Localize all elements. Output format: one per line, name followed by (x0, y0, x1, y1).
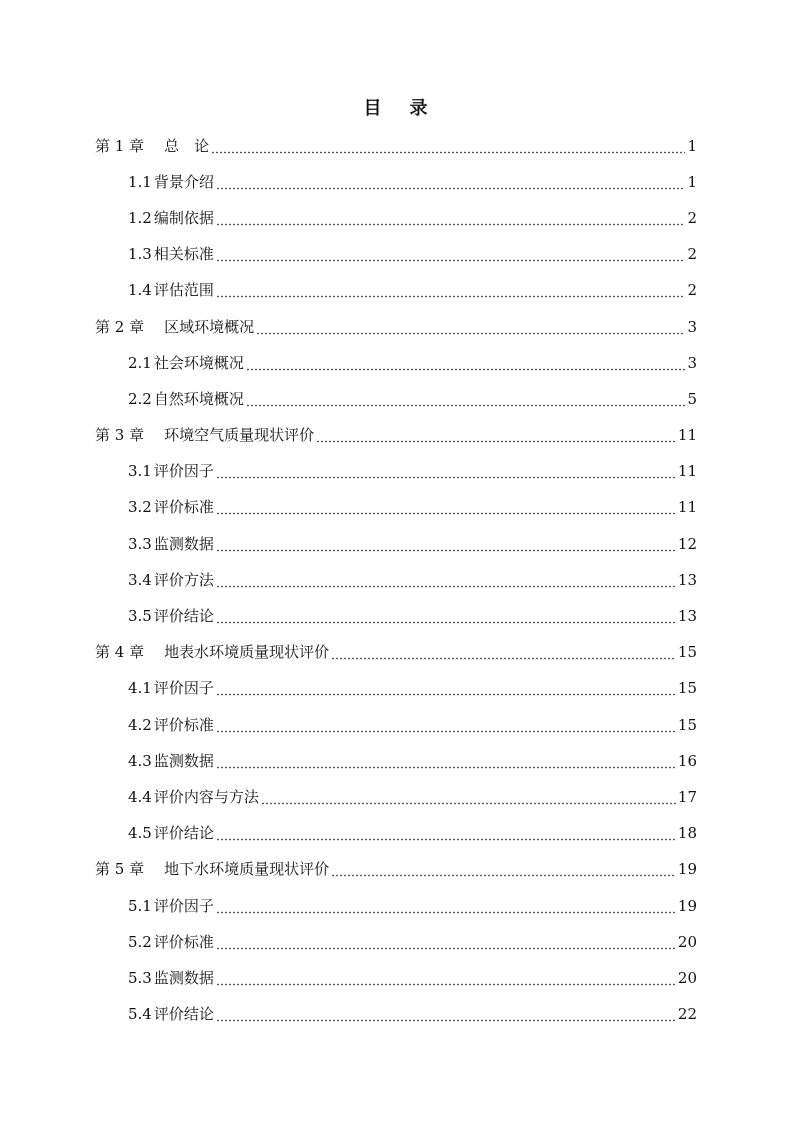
title-char-right: 录 (409, 98, 430, 119)
toc-section-entry[interactable] (95, 381, 697, 417)
toc-section-entry[interactable] (95, 960, 697, 996)
toc-section-entry[interactable] (95, 345, 697, 381)
toc-page-number: 20 (677, 968, 697, 987)
toc-entry-title: 评价因子 (153, 896, 214, 915)
toc-dot-leader (331, 645, 676, 660)
toc-entry-title: 自然环境概况 (153, 389, 244, 408)
toc-dot-leader (256, 320, 685, 335)
toc-page-number: 5 (687, 389, 697, 408)
toc-page-number: 3 (687, 353, 697, 372)
toc-chapter-entry[interactable] (95, 418, 697, 454)
toc-section-entry[interactable] (95, 671, 697, 707)
toc-section-entry[interactable] (95, 924, 697, 960)
toc-entry-number: 5.1 (128, 896, 152, 915)
toc-entry-title: 监测数据 (153, 534, 214, 553)
toc-chapter-entry[interactable] (95, 852, 697, 888)
toc-dot-leader (216, 500, 676, 515)
toc-dot-leader (216, 718, 676, 733)
toc-dot-leader (216, 971, 676, 986)
toc-page-number: 19 (677, 860, 697, 879)
toc-dot-leader (216, 573, 676, 588)
toc-section-entry[interactable] (95, 816, 697, 852)
toc-entry-title: 评价标准 (153, 715, 214, 734)
toc-section-entry[interactable] (95, 598, 697, 634)
toc-entry-number: 3.4 (128, 570, 152, 589)
toc-page-number: 15 (677, 715, 697, 734)
toc-dot-leader (216, 826, 676, 841)
toc-dot-leader (216, 211, 686, 226)
toc-entry-title: 评价因子 (153, 679, 214, 698)
toc-entry-title: 评价结论 (153, 824, 214, 843)
toc-page-number: 2 (687, 245, 697, 264)
toc-entry-number: 4.1 (128, 679, 152, 698)
toc-entry-title: 评价方法 (153, 570, 214, 589)
toc-entry-title: 区域环境概况 (164, 317, 255, 336)
toc-entry-number: 4.4 (128, 787, 152, 806)
toc-section-entry[interactable] (95, 164, 697, 200)
toc-entry-number: 3.1 (128, 462, 152, 481)
toc-entry-number: 1.3 (128, 245, 152, 264)
toc-page-number: 16 (677, 751, 697, 770)
toc-entry-number: 5.2 (128, 932, 152, 951)
toc-entry-number: 1.2 (128, 208, 152, 227)
toc-section-entry[interactable] (95, 237, 697, 273)
toc-section-entry[interactable] (95, 526, 697, 562)
toc-entry-number: 4.2 (128, 715, 152, 734)
toc-entry-number: 2.2 (128, 389, 152, 408)
toc-page-number: 2 (687, 208, 697, 227)
toc-section-entry[interactable] (95, 743, 697, 779)
toc-entry-number: 5.3 (128, 968, 152, 987)
toc-dot-leader (216, 899, 676, 914)
toc-section-entry[interactable] (95, 200, 697, 236)
toc-entry-title: 评价内容与方法 (153, 787, 259, 806)
toc-dot-leader (216, 283, 686, 298)
toc-section-entry[interactable] (95, 273, 697, 309)
toc-dot-leader (246, 392, 686, 407)
toc-entry-number: 第 4 章 (95, 643, 145, 662)
toc-entry-number: 1.4 (128, 281, 152, 300)
toc-page-number: 12 (677, 534, 697, 553)
toc-entry-title: 监测数据 (153, 751, 214, 770)
toc-entry-number: 2.1 (128, 353, 152, 372)
toc-entry-title: 评价因子 (153, 462, 214, 481)
toc-entry-title: 环境空气质量现状评价 (164, 426, 315, 445)
toc-dot-leader (216, 464, 676, 479)
toc-dot-leader (216, 247, 686, 262)
toc-page-number: 1 (687, 136, 697, 155)
toc-chapter-entry[interactable] (95, 309, 697, 345)
toc-entry-title: 评价结论 (153, 1005, 214, 1024)
toc-entry-title: 地下水环境质量现状评价 (164, 860, 330, 879)
toc-entry-title: 评价标准 (153, 932, 214, 951)
toc-page-number: 13 (677, 607, 697, 626)
toc-dot-leader (216, 754, 676, 769)
toc-entry-number: 3.5 (128, 607, 152, 626)
toc-dot-leader (331, 862, 676, 877)
toc-entry-number: 3.3 (128, 534, 152, 553)
toc-dot-leader (216, 175, 686, 190)
toc-entry-number: 5.4 (128, 1005, 152, 1024)
toc-chapter-entry[interactable] (95, 635, 697, 671)
toc-page-number: 13 (677, 570, 697, 589)
toc-dot-leader (216, 681, 676, 696)
toc-page-number: 1 (687, 172, 697, 191)
toc-page-number: 15 (677, 679, 697, 698)
toc-dot-leader (216, 1007, 676, 1022)
toc-entry-number: 第 1 章 (95, 136, 145, 155)
toc-entry-title: 评价标准 (153, 498, 214, 517)
toc-section-entry[interactable] (95, 490, 697, 526)
toc-dot-leader (316, 428, 676, 443)
toc-entry-title: 监测数据 (153, 968, 214, 987)
table-of-contents (95, 128, 697, 1033)
toc-entry-number: 1.1 (128, 172, 152, 191)
toc-section-entry[interactable] (95, 707, 697, 743)
toc-entry-number: 3.2 (128, 498, 152, 517)
toc-page-number: 20 (677, 932, 697, 951)
toc-entry-number: 第 5 章 (95, 860, 145, 879)
toc-entry-title: 背景介绍 (153, 172, 214, 191)
toc-page-number: 11 (677, 462, 697, 481)
toc-entry-title: 地表水环境质量现状评价 (164, 643, 330, 662)
toc-page-number: 18 (677, 824, 697, 843)
toc-page-number: 11 (677, 426, 697, 445)
toc-dot-leader (216, 935, 676, 950)
toc-section-entry[interactable] (95, 779, 697, 815)
toc-page-number: 22 (677, 1005, 697, 1024)
toc-page-number: 2 (687, 281, 697, 300)
toc-section-entry[interactable] (95, 997, 697, 1033)
toc-entry-title: 编制依据 (153, 208, 214, 227)
page-title (0, 94, 793, 120)
toc-entry-number: 4.3 (128, 751, 152, 770)
toc-dot-leader (216, 537, 676, 552)
toc-dot-leader (211, 139, 685, 154)
toc-entry-number: 4.5 (128, 824, 152, 843)
toc-page-number: 17 (677, 787, 697, 806)
toc-entry-title: 社会环境概况 (153, 353, 244, 372)
toc-section-entry[interactable] (95, 562, 697, 598)
toc-entry-number: 第 2 章 (95, 317, 145, 336)
toc-section-entry[interactable] (95, 888, 697, 924)
toc-page-number: 3 (687, 317, 697, 336)
toc-dot-leader (261, 790, 676, 805)
toc-entry-number: 第 3 章 (95, 426, 145, 445)
toc-dot-leader (216, 609, 676, 624)
toc-entry-title: 总 论 (164, 136, 210, 155)
toc-entry-title: 评估范围 (153, 281, 214, 300)
toc-page-number: 19 (677, 896, 697, 915)
toc-chapter-entry[interactable] (95, 128, 697, 164)
toc-page-number: 15 (677, 643, 697, 662)
toc-page-number: 11 (677, 498, 697, 517)
toc-dot-leader (246, 356, 686, 371)
toc-entry-title: 评价结论 (153, 607, 214, 626)
toc-entry-title: 相关标准 (153, 245, 214, 264)
title-char-left: 目 (363, 98, 384, 119)
toc-section-entry[interactable] (95, 454, 697, 490)
